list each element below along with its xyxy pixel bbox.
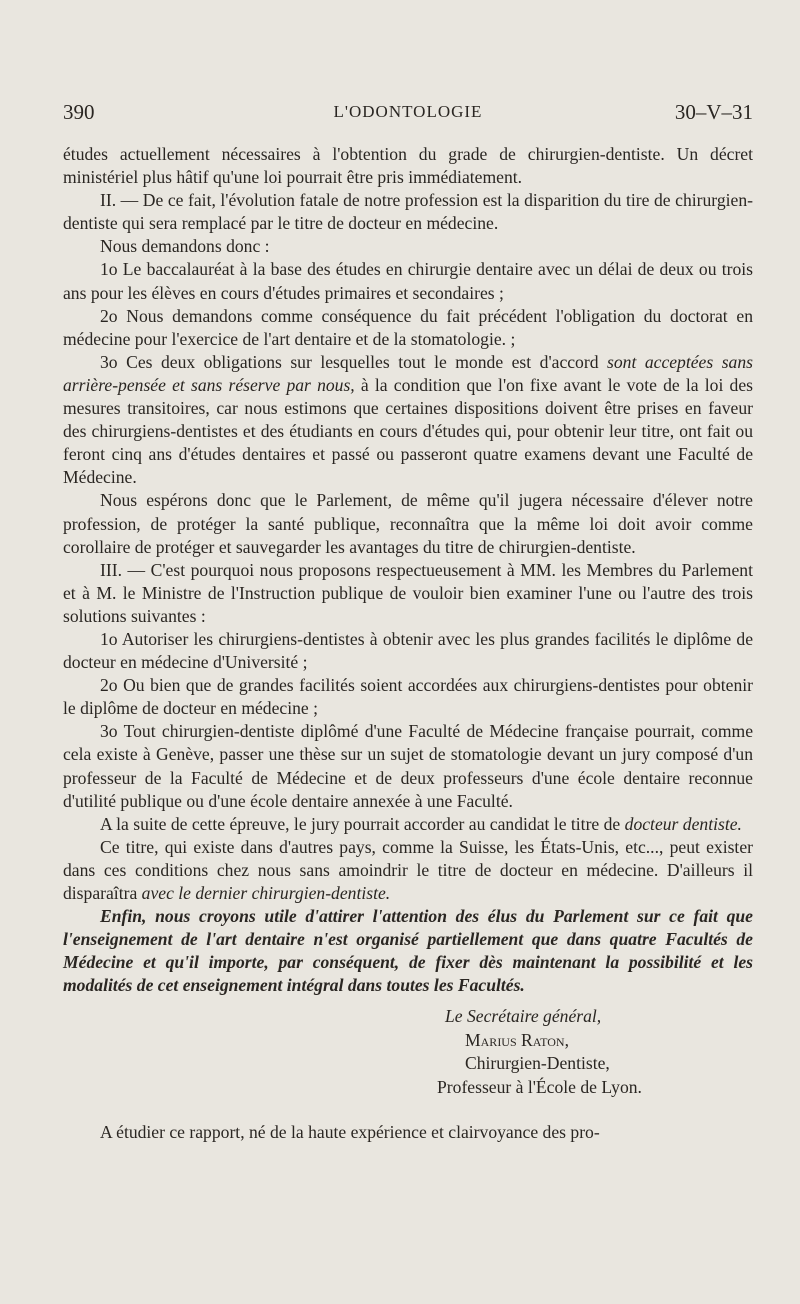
signature-name: Marius Raton,	[465, 1029, 569, 1050]
paragraph	[63, 813, 753, 836]
paragraph: III. — C'est pourquoi nous proposons respectueusement à MM. les Membres du Parlement et à M. le Ministre de l'Instruction publique de vouloir bien examiner l'une ou l'autre des trois solutions suivantes :	[63, 559, 753, 626]
paragraph: 2o Ou bien que de grandes facilités soient accordées aux chirurgiens-dentistes pour obtenir le diplôme de docteur en médecine ;	[63, 675, 753, 719]
signature-title: Chirurgien-Dentiste,	[465, 1053, 610, 1074]
paragraph: études actuellement nécessaires à l'obtention du grade de chirurgien-dentiste. Un décret ministériel plus hâtif qu'une loi pourrait être pris immédiatement.	[63, 144, 753, 188]
italic-run: docteur dentiste.	[624, 813, 742, 834]
signature-role: Le Secrétaire général,	[445, 1006, 602, 1027]
signature-block	[63, 1005, 753, 1099]
paragraph: A étudier ce rapport, né de la haute expérience et clairvoyance des pro-	[100, 1122, 600, 1143]
paragraph: 2o Nous demandons comme conséquence du fait précédent l'obligation du doctorat en médecine pour l'exercice de l'art dentaire et de la stomatologie. ;	[63, 305, 753, 349]
paragraph: Nous espérons donc que le Parlement, de même qu'il jugera nécessaire d'élever notre profession, de protéger la santé publique, reconnaîtra que la même loi doit avoir comme corollaire de protéger et sauvegarder les avantages du titre de chirurgien-dentiste.	[63, 490, 753, 557]
paragraph	[63, 351, 753, 490]
text-run: Ce titre, qui existe dans d'autres pays, comme la Suisse, les États-Unis, etc..., peut exister dans ces conditions chez nous sans amoindrir le titre de docteur en médecine. D'ailleurs il disparaîtra	[63, 836, 753, 903]
text-run: 3o Ces deux obligations sur lesquelles tout le monde est d'accord	[100, 351, 599, 372]
paragraph	[63, 836, 753, 905]
text-run: à la condition que l'on fixe avant le vote de la loi des mesures transitoires, car nous estimons que certaines dispositions doivent être prises en faveur des chirurgiens-dentistes et des étudiants en cours d'études qui, pour obtenir leur titre, ont fait ou feront cinq ans d'études dentaires et passé ou passeront quatre examens devant une Faculté de Médecine.	[63, 374, 754, 488]
paragraph: 1o Autoriser les chirurgiens-dentistes à obtenir avec les plus grandes facilités le diplôme de docteur en médecine d'Université ;	[63, 628, 753, 673]
paragraph: II. — De ce fait, l'évolution fatale de notre profession est la disparition du tire de chirurgien-dentiste qui sera remplacé par le titre de docteur en médecine.	[63, 190, 753, 234]
issue-date: 30–V–31	[674, 100, 753, 124]
signature-affiliation: Professeur à l'École de Lyon.	[437, 1076, 642, 1097]
paragraph: 1o Le baccalauréat à la base des études en chirurgie dentaire avec un délai de deux ou trois ans pour les élèves en cours d'études primaires et secondaires ;	[63, 259, 753, 303]
emphasized-paragraph: Enfin, nous croyons utile d'attirer l'attention des élus du Parlement sur ce fait que l'enseignement de l'art dentaire n'est organisé partiellement que dans quatre Facultés de Médecine et qu'il importe, par conséquent, de fixer dès maintenant la possibilité et les modalités de cet enseignement intégral dans toutes les Facultés.	[63, 906, 753, 996]
italic-run: sont acceptées sans arrière-pensée et sans réserve par nous,	[63, 351, 753, 395]
paragraph: 3o Tout chirurgien-dentiste diplômé d'une Faculté de Médecine française pourrait, comme cela existe à Genève, passer une thèse sur un sujet de stomatologie devant un jury composé d'un professeur de la Faculté de Médecine et de deux professeurs d'une école dentaire reconnue d'utilité publique ou d'une école dentaire annexée à une Faculté.	[63, 721, 753, 811]
page-number: 390	[63, 100, 95, 124]
body-text	[63, 143, 753, 1145]
italic-run: avec le dernier chirurgien-dentiste.	[141, 883, 391, 903]
text-run: A la suite de cette épreuve, le jury pourrait accorder au candidat le titre de	[100, 813, 621, 834]
paragraph: Nous demandons donc :	[100, 236, 270, 257]
running-title: L'ODONTOLOGIE	[333, 102, 483, 121]
